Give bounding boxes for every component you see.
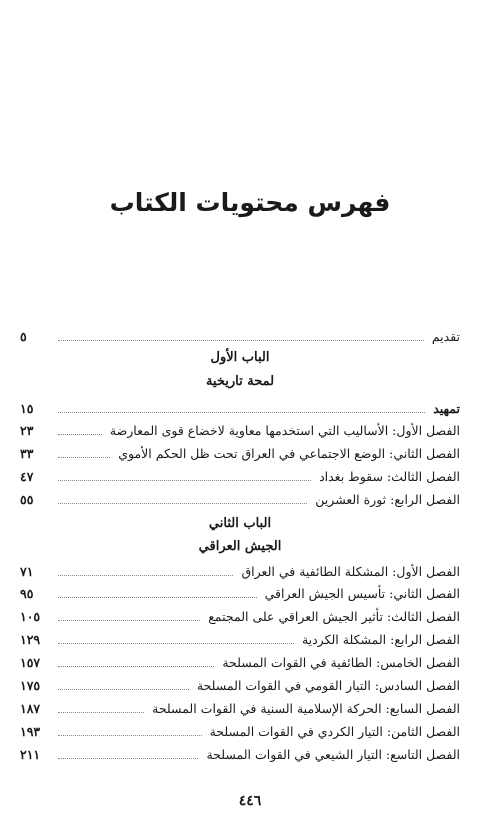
part-heading: الباب الثاني <box>208 516 272 531</box>
toc-entry-page: ١٩٣ <box>20 723 41 739</box>
dot-leader <box>58 689 189 690</box>
toc-entry <box>20 561 460 581</box>
dot-leader <box>58 666 214 667</box>
dot-leader <box>58 503 307 504</box>
toc-entry-page: ١٢٩ <box>20 631 41 647</box>
toc-entry-page: ٥٥ <box>20 491 34 507</box>
toc-entry <box>20 629 460 649</box>
toc-entry-label: الفصل الأول: الأساليب التي استخدمها معاوية لاخضاع قوى المعارضة <box>109 422 460 438</box>
toc-entry-label: الفصل السادس: التيار القومي في القوات المسلحة <box>196 677 460 693</box>
dot-leader <box>58 575 233 576</box>
toc-entry-label: الفصل الثالث: سقوط بغداد <box>319 468 460 484</box>
toc-entry-page: ١٥٧ <box>20 654 41 670</box>
toc-entry-page: ١٨٧ <box>20 700 41 716</box>
toc-entry <box>20 675 460 695</box>
part-subheading: لمحة تاريخية <box>205 374 275 389</box>
toc-entry-page: ٢١١ <box>20 746 41 762</box>
dot-leader <box>58 480 311 481</box>
dot-leader <box>58 412 425 413</box>
toc-entry-page: ٤٧ <box>20 468 34 484</box>
toc-entry-page: ٣٣ <box>20 445 34 461</box>
toc-entry-label: الفصل الثامن: التيار الكردي في القوات المسلحة <box>209 723 460 739</box>
toc-entry-label: تمهيد <box>433 400 460 416</box>
dot-leader <box>58 434 102 435</box>
dot-leader <box>58 597 257 598</box>
toc-entry-page: ٢٣ <box>20 422 34 438</box>
page-number: ٤٤٦ <box>238 793 262 809</box>
toc-entry-page: ٥ <box>20 328 27 344</box>
toc-entry <box>20 698 460 718</box>
toc-entry-label: الفصل الرابع: المشكلة الكردية <box>301 631 460 647</box>
toc-entry-page: ١٧٥ <box>20 677 41 693</box>
part-heading: الباب الأول <box>210 350 270 365</box>
part-subheading: الجيش العراقي <box>198 539 282 554</box>
toc-entry-label: الفصل الثالث: تأثير الجيش العراقي على المجتمع <box>208 608 460 624</box>
toc-entry-label: الفصل الرابع: ثورة العشرين <box>315 491 460 507</box>
toc-entry-label: الفصل الثاني: تأسيس الجيش العراقي <box>264 585 460 601</box>
toc-entry <box>20 652 460 672</box>
toc-entry <box>20 466 460 486</box>
dot-leader <box>58 643 294 644</box>
toc-entry-intro <box>20 326 460 346</box>
toc-entry-page: ١٠٥ <box>20 608 41 624</box>
dot-leader <box>58 340 424 341</box>
toc-entry <box>20 443 460 463</box>
toc-entry <box>20 420 460 440</box>
toc-entry <box>20 721 460 741</box>
dot-leader <box>58 620 200 621</box>
toc-entry <box>20 606 460 626</box>
page-title: فهرس محتويات الكتاب <box>109 188 391 217</box>
dot-leader <box>58 457 110 458</box>
toc-entry-label: الفصل الأول: المشكلة الطائفية في العراق <box>241 563 460 579</box>
toc-entry-page: ٧١ <box>20 563 34 579</box>
toc-entry-label: تقديم <box>431 328 460 344</box>
toc-entry <box>20 398 460 418</box>
toc-entry <box>20 489 460 509</box>
toc-entry <box>20 583 460 603</box>
toc-entry <box>20 744 460 764</box>
toc-entry-page: ١٥ <box>20 400 34 416</box>
dot-leader <box>58 735 202 736</box>
toc-entry-label: الفصل الخامس: الطائفية في القوات المسلحة <box>222 654 460 670</box>
toc-entry-page: ٩٥ <box>20 585 34 601</box>
toc-entry-label: الفصل التاسع: التيار الشيعي في القوات المسلحة <box>206 746 460 762</box>
dot-leader <box>58 712 144 713</box>
toc-entry-label: الفصل الثاني: الوضع الاجتماعي في العراق تحت ظل الحكم الأموي <box>118 445 460 461</box>
toc-entry-label: الفصل السابع: الحركة الإسلامية السنية في القوات المسلحة <box>152 700 460 716</box>
dot-leader <box>58 758 198 759</box>
